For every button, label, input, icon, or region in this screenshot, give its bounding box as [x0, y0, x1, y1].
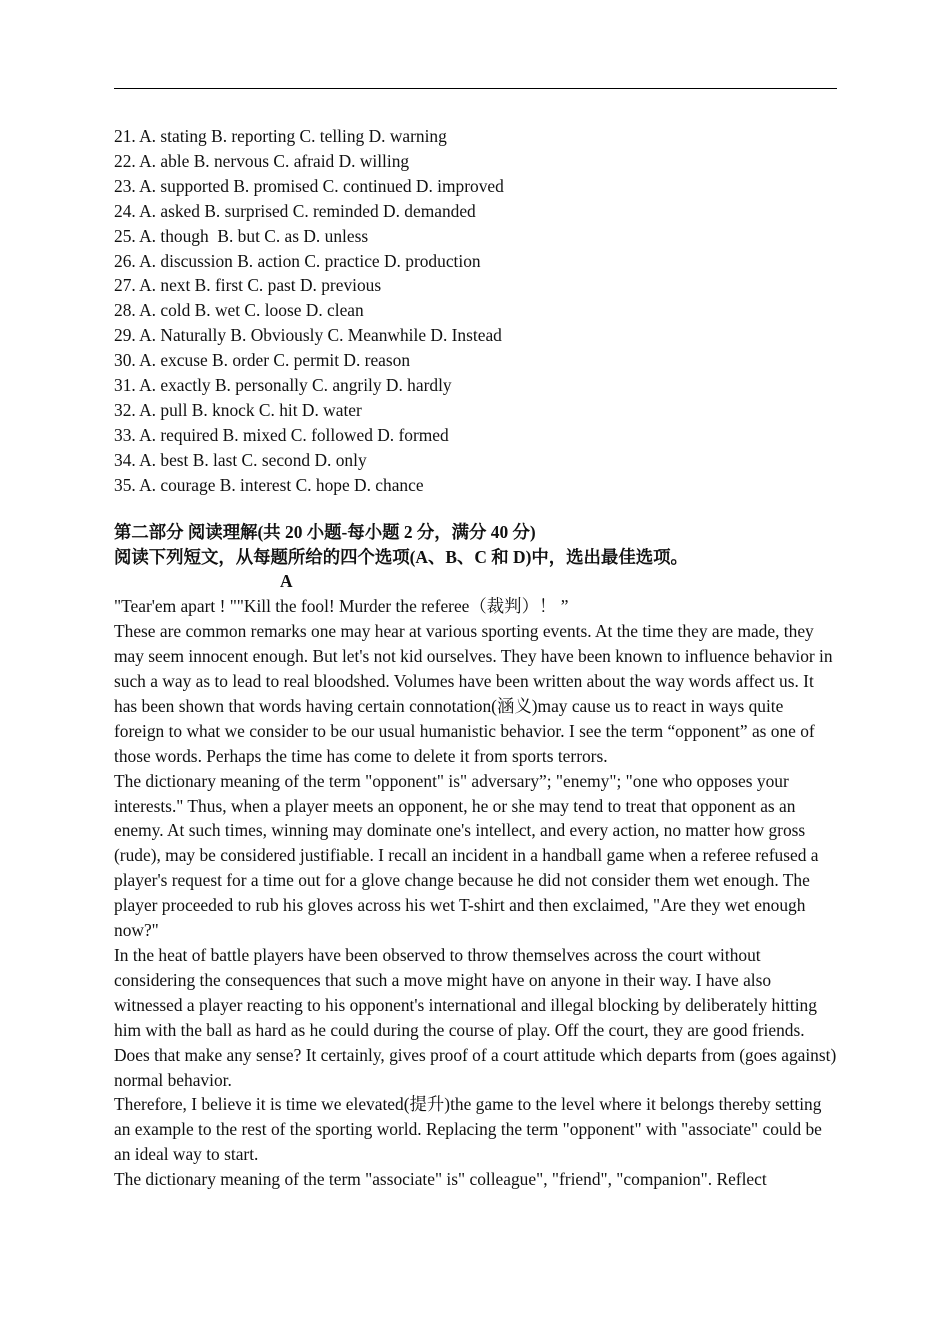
passage-paragraph: The dictionary meaning of the term "associate" is" colleague", "friend", "companion". Reflect: [114, 1169, 767, 1190]
option-line-29: 29. A. Naturally B. Obviously C. Meanwhile D. Instead: [114, 325, 502, 346]
section-title: 第二部分 阅读理解(共 20 小题-每小题 2 分，满分 40 分): [114, 521, 536, 542]
passage-paragraph: The dictionary meaning of the term "opponent" is" adversary”; "enemy"; "one who opposes your interests." Thus, when a player meets an opponent, he or she may tend to treat that opponent as an enemy. At such times, winning may dominate one's intellect, and every action, no matter how gross (rude), may be considered justifiable. I recall an incident in a handball game when a referee refused a player's request for a time out for a glove change because he did not consider them wet enough. The player proceeded to rub his gloves across his wet T-shirt and then exclaimed, "Are they wet enough now?": [114, 770, 819, 941]
option-line-34: 34. A. best B. last C. second D. only: [114, 449, 367, 470]
option-line-26: 26. A. discussion B. action C. practice D. production: [114, 250, 481, 271]
option-line-23: 23. A. supported B. promised C. continued D. improved: [114, 175, 504, 196]
passage-paragraph: These are common remarks one may hear at various sporting events. At the time they are made, they may seem innocent enough. But let's not kid ourselves. They have been known to influence behavior in such a way as to lead to real bloodshed. Volumes have been written about the way words affect us. It has been shown that words having certain connotation(涵义)may cause us to react in ways quite foreign to what we consider to be our usual humanistic behavior. I see the term “opponent” as one of those words. Perhaps the time has come to delete it from sports terrors.: [114, 621, 833, 766]
option-line-35: 35. A. courage B. interest C. hope D. chance: [114, 474, 424, 495]
cloze-options: [114, 124, 837, 498]
passage-paragraph: "Tear'em apart ! ""Kill the fool! Murder the referee（裁判）！ ”: [114, 596, 569, 617]
option-line-33: 33. A. required B. mixed C. followed D. formed: [114, 424, 449, 445]
option-line-25: 25. A. though B. but C. as D. unless: [114, 225, 369, 246]
option-line-28: 28. A. cold B. wet C. loose D. clean: [114, 300, 364, 321]
option-line-27: 27. A. next B. first C. past D. previous: [114, 275, 382, 296]
document-content: [114, 124, 837, 1192]
passage-body: [114, 594, 837, 1192]
section-gap: [114, 498, 837, 520]
passage-label: A: [280, 571, 293, 592]
header-rule: [114, 88, 837, 89]
passage-paragraph: Therefore, I believe it is time we elevated(提升)the game to the level where it belongs thereby setting an example to the rest of the sporting world. Replacing the term "opponent" with "associate" could be an ideal way to start.: [114, 1094, 822, 1165]
passage-paragraph: In the heat of battle players have been observed to throw themselves across the court without considering the consequences that such a move might have on anyone in their way. I have also witnessed a player reacting to his opponent's international and illegal blocking by deliberately hitting him with the ball as hard as he could during the course of play. Off the court, they are good friends. Does that make any sense? It certainly, gives proof of a court attitude which departs from (goes against) normal behavior.: [114, 945, 837, 1090]
option-line-31: 31. A. exactly B. personally C. angrily D. hardly: [114, 375, 452, 396]
option-line-22: 22. A. able B. nervous C. afraid D. willing: [114, 150, 410, 171]
option-line-30: 30. A. excuse B. order C. permit D. reason: [114, 350, 411, 371]
section-instruction: 阅读下列短文，从每题所给的四个选项(A、B、C 和 D)中，选出最佳选项。: [114, 546, 688, 567]
option-line-21: 21. A. stating B. reporting C. telling D. warning: [114, 126, 447, 146]
option-line-24: 24. A. asked B. surprised C. reminded D. demanded: [114, 200, 476, 221]
option-line-32: 32. A. pull B. knock C. hit D. water: [114, 399, 362, 420]
